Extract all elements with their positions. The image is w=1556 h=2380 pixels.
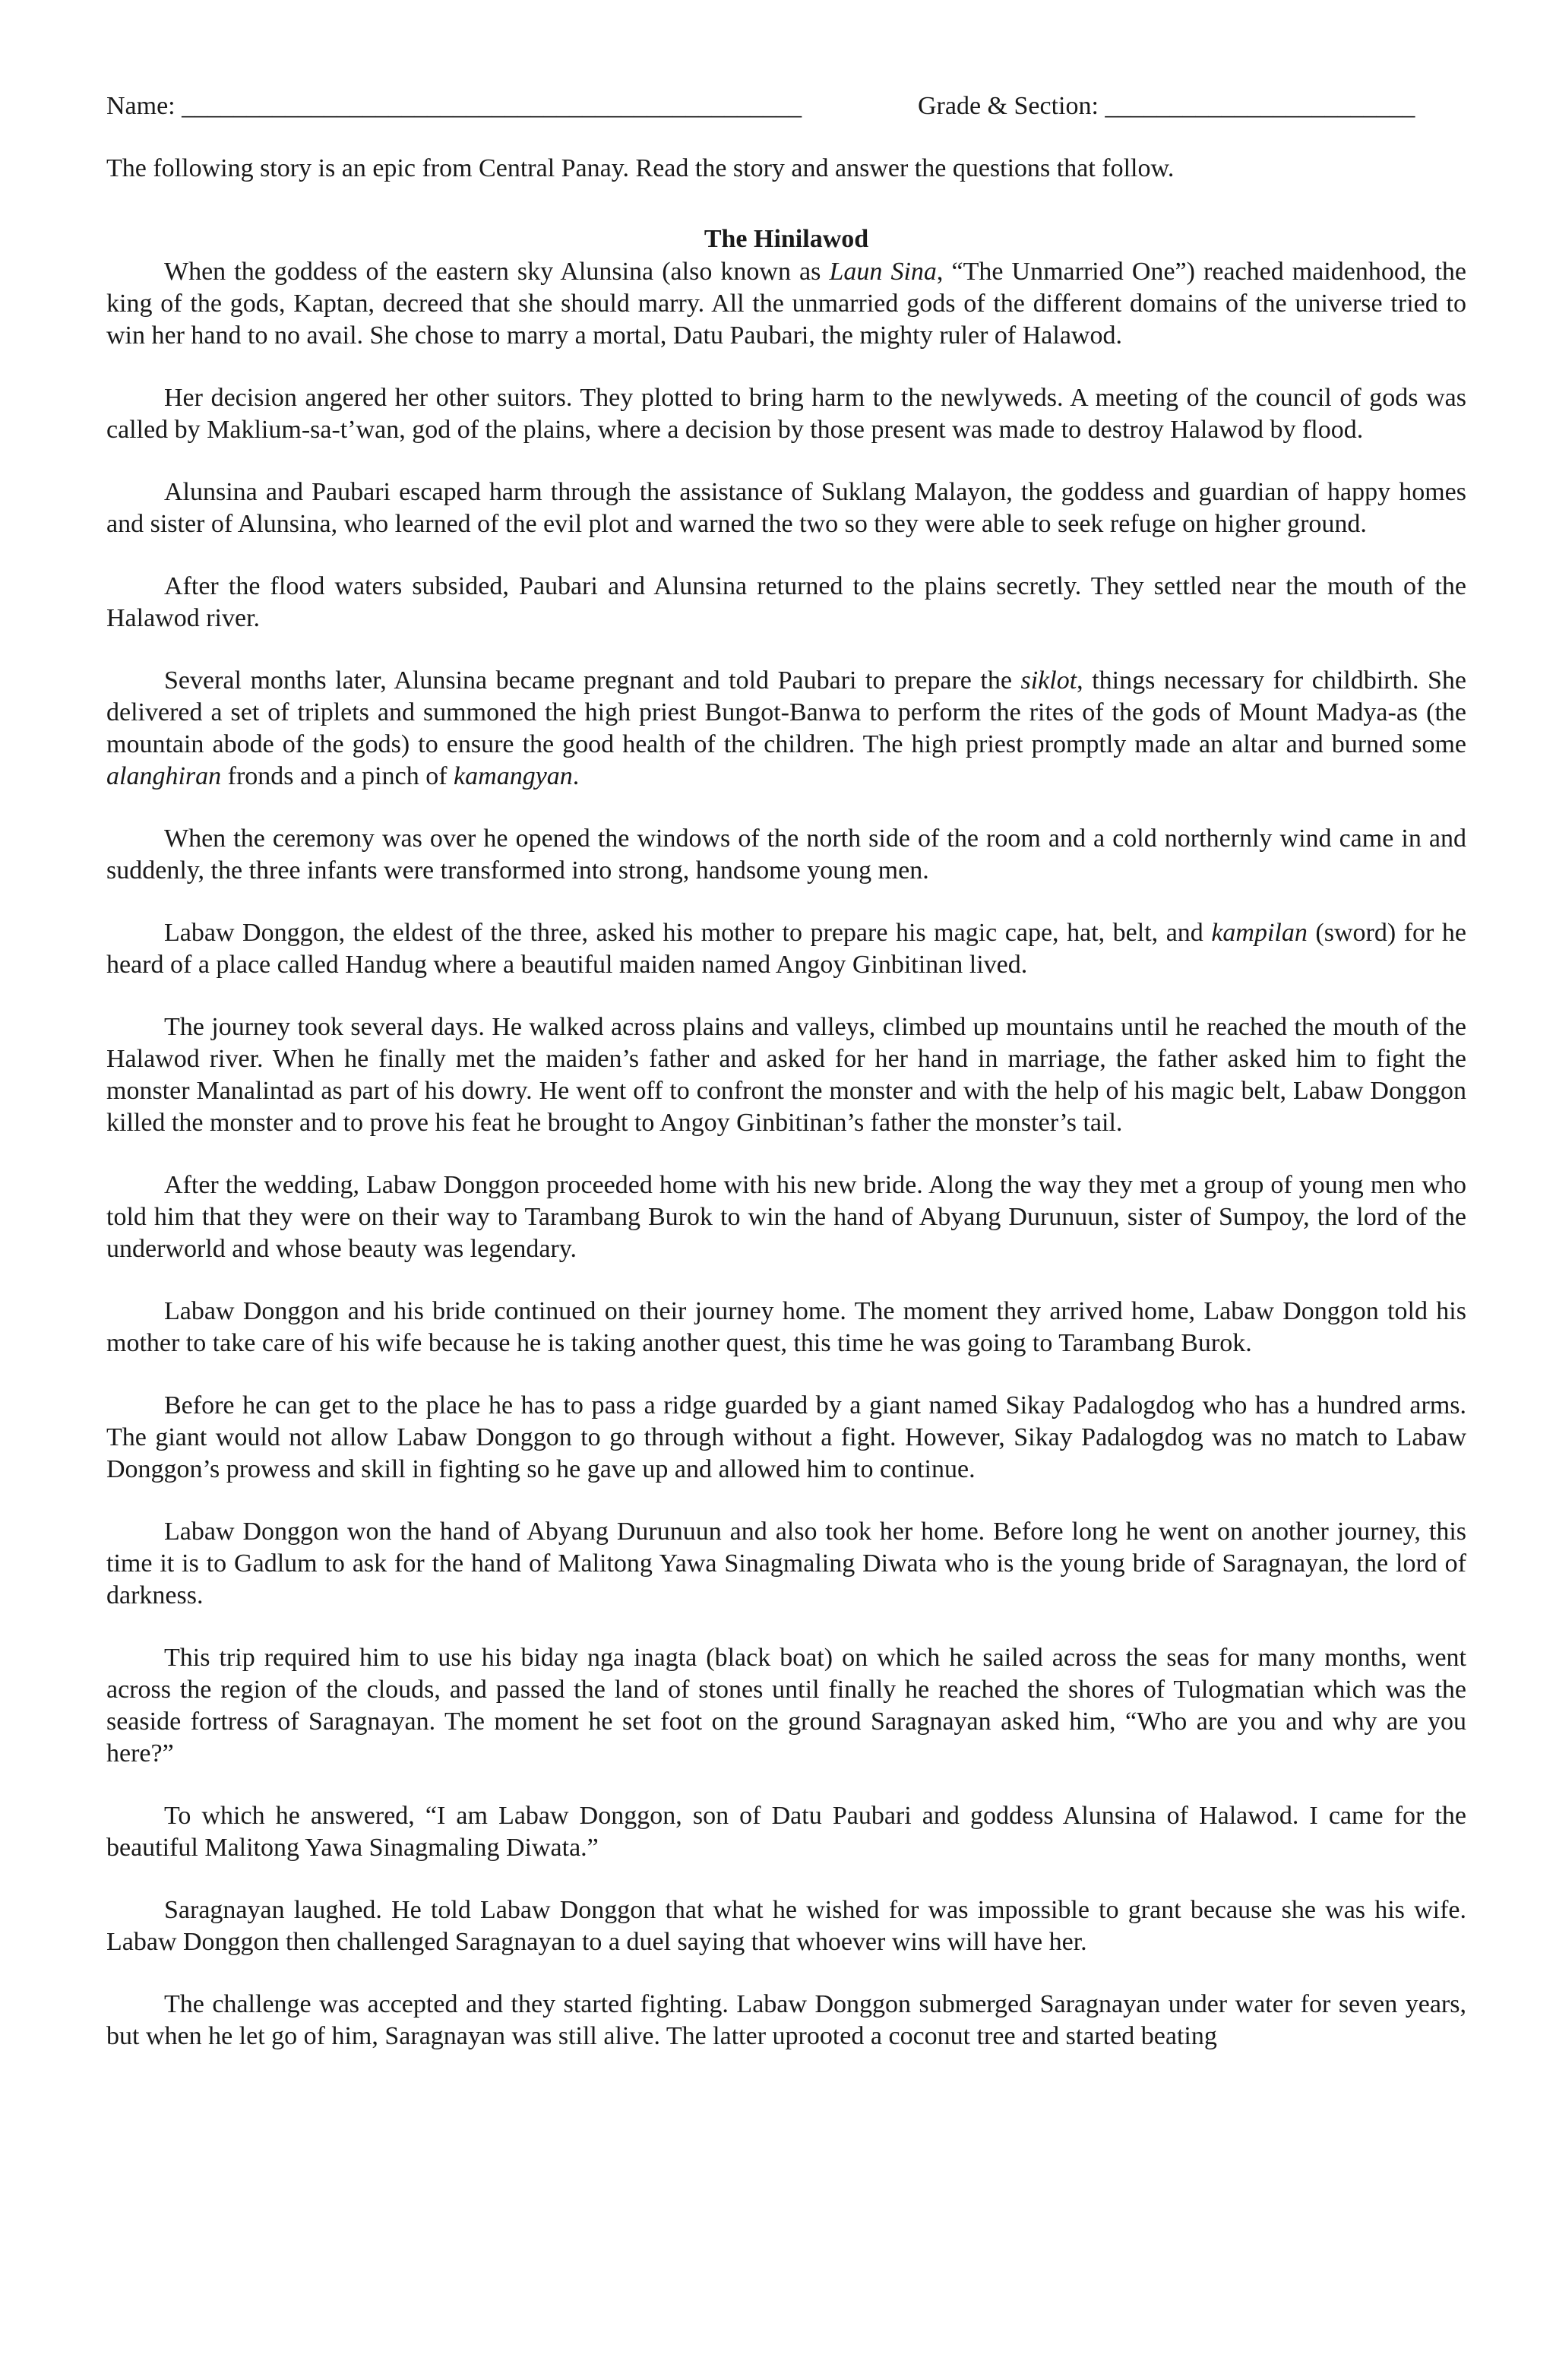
paragraph — [106, 1296, 1466, 1359]
story-body — [106, 256, 1466, 2052]
paragraph — [106, 665, 1466, 793]
paragraph-text: After the flood waters subsided, Paubari and Alunsina returned to the plains secretly. They settled near the mouth of the Halawod river. — [106, 572, 1466, 632]
paragraph-text: , things necessary for childbirth. She delivered a set of triplets and summoned the high priest Bungot-Banwa to perform the rites of the gods of Mount Madya-as (the mountain abode of the gods) to ensure the good health of the children. The high priest promptly made an altar and burned some — [106, 666, 1466, 758]
paragraph-text: When the goddess of the eastern sky Alunsina (also known as — [164, 258, 830, 286]
paragraph — [106, 1894, 1466, 1958]
paragraph-text: . — [572, 762, 580, 790]
paragraph-text: (sword) for he heard of a place called Handug where a beautiful maiden named Angoy Ginbitinan lived. — [106, 919, 1466, 979]
paragraph — [106, 917, 1466, 981]
paragraph — [106, 476, 1466, 540]
italic-term: kamangyan — [454, 762, 573, 790]
italic-term: kampilan — [1211, 919, 1308, 947]
paragraph-text: Saragnayan laughed. He told Labaw Donggon that what he wished for was impossible to grant because she was his wife. Labaw Donggon then challenged Saragnayan to a duel saying that whoever wins will have her. — [106, 1896, 1466, 1956]
grade-section-field[interactable]: Grade & Section: ________________________ — [918, 92, 1415, 120]
paragraph-text: When the ceremony was over he opened the windows of the north side of the room and a cold northernly wind came in and suddenly, the three infants were transformed into strong, handsome young men. — [106, 824, 1466, 885]
paragraph-text: The journey took several days. He walked across plains and valleys, climbed up mountains until he reached the mouth of the Halawod river. When he finally met the maiden’s father and asked for her hand in marriage, the father asked him to fight the monster Manalintad as part of his dowry. He went off to confront the monster and with the help of his magic belt, Labaw Donggon killed the monster and to prove his feat he brought to Angoy Ginbitinan’s father the monster’s tail. — [106, 1013, 1466, 1137]
paragraph — [106, 1011, 1466, 1139]
paragraph — [106, 1989, 1466, 2052]
paragraph — [106, 256, 1466, 352]
paragraph-text: , “The Unmarried One”) reached maidenhood, the king of the gods, Kaptan, decreed that she should marry. All the unmarried gods of the different domains of the universe tried to win her hand to no avail. She chose to marry a mortal, Datu Paubari, the mighty ruler of Halawod. — [106, 258, 1467, 350]
instructions: The following story is an epic from Central Panay. Read the story and answer the questions that follow. — [106, 154, 1175, 182]
paragraph-text: Her decision angered her other suitors. They plotted to bring harm to the newlyweds. A meeting of the council of gods was called by Maklium-sa-t’wan, god of the plains, where a decision by those present was made to destroy Halawod by flood. — [106, 384, 1466, 444]
paragraph-text: fronds and a pinch of — [221, 762, 454, 790]
paragraph-text: Before he can get to the place he has to pass a ridge guarded by a giant named Sikay Padalogdog who has a hundred arms. The giant would not allow Labaw Donggon to go through without a fight. However, Sikay Padalogdog was no match to Labaw Donggon’s prowess and skill in fighting so he gave up and allowed him to continue. — [106, 1391, 1466, 1483]
paragraph-text: The challenge was accepted and they started fighting. Labaw Donggon submerged Saragnayan under water for seven years, but when he let go of him, Saragnayan was still alive. The latter uprooted a coconut tree and started beating — [106, 1990, 1466, 2050]
paragraph — [106, 1169, 1466, 1265]
paragraph — [106, 823, 1466, 887]
paragraph — [106, 382, 1466, 446]
story-title: The Hinilawod — [704, 225, 869, 253]
paragraph-text: After the wedding, Labaw Donggon proceeded home with his new bride. Along the way they met a group of young men who told him that they were on their way to Tarambang Burok to win the hand of Abyang Durunuun, sister of Sumpoy, the lord of the underworld and whose beauty was legendary. — [106, 1171, 1466, 1263]
paragraph-text: To which he answered, “I am Labaw Donggon, son of Datu Paubari and goddess Alunsina of Halawod. I came for the beautiful Malitong Yawa Sinagmaling Diwata.” — [106, 1802, 1466, 1862]
paragraph-text: Labaw Donggon, the eldest of the three, asked his mother to prepare his magic cape, hat, belt, and — [164, 919, 1212, 947]
italic-term: alanghiran — [106, 762, 222, 790]
italic-term: siklot — [1020, 666, 1077, 695]
paragraph-text: Labaw Donggon and his bride continued on their journey home. The moment they arrived home, Labaw Donggon told his mother to take care of his wife because he is taking another quest, this time he was going to Tarambang Burok. — [106, 1297, 1466, 1357]
paragraph — [106, 1390, 1466, 1486]
paragraph — [106, 1516, 1466, 1612]
name-field[interactable]: Name: ________________________________________________ — [106, 92, 802, 120]
paragraph-text: This trip required him to use his biday nga inagta (black boat) on which he sailed across the seas for many months, went across the region of the clouds, and passed the land of stones until finally he reached the shores of Tulogmatian which was the seaside fortress of Saragnayan. The moment he set foot on the ground Saragnayan asked him, “Who are you and why are you here?” — [106, 1644, 1466, 1768]
paragraph-text: Labaw Donggon won the hand of Abyang Durunuun and also took her home. Before long he went on another journey, this time it is to Gadlum to ask for the hand of Malitong Yawa Sinagmaling Diwata who is the young bride of Saragnayan, the lord of darkness. — [106, 1518, 1466, 1609]
paragraph — [106, 571, 1466, 635]
student-info-row — [106, 90, 1466, 123]
paragraph — [106, 1642, 1466, 1770]
paragraph-text: Several months later, Alunsina became pregnant and told Paubari to prepare the — [164, 666, 1021, 695]
italic-term: Laun Sina — [829, 258, 937, 286]
paragraph — [106, 1800, 1466, 1864]
paragraph-text: Alunsina and Paubari escaped harm through the assistance of Suklang Malayon, the goddess and guardian of happy homes and sister of Alunsina, who learned of the evil plot and warned the two so they were able to seek refuge on higher ground. — [106, 478, 1466, 538]
